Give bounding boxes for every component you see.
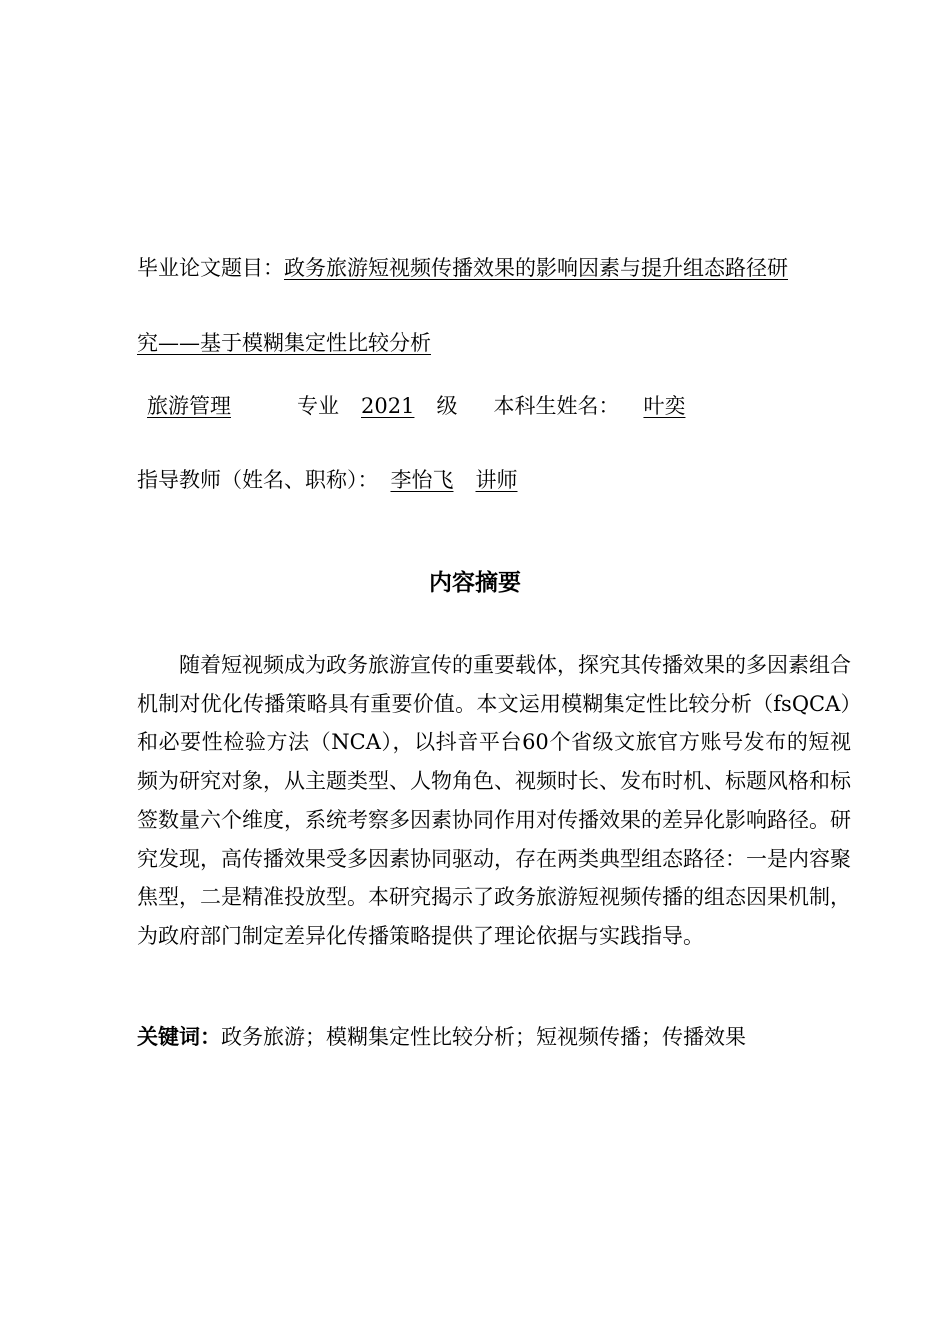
major-grade-student-line [137,391,685,421]
advisor-title-value: 讲师 [475,468,518,492]
abstract-heading: 内容摘要 [429,570,521,596]
grade-value: 2021 [361,394,415,418]
advisor-field [379,468,518,492]
advisor-name-value: 李怡飞 [390,468,454,492]
thesis-title-part-1: 政务旅游短视频传播效果的影响因素与提升组态路径研 [284,256,788,280]
keywords-label: 关键词： [137,1025,221,1049]
abstract-body: 随着短视频成为政务旅游宣传的重要载体，探究其传播效果的多因素组合机制对优化传播策略具有重要价值。本文运用模糊集定性比较分析（fsQCA）和必要性检验方法（NCA），以抖音平台60个省级文旅官方账号发布的短视频为研究对象，从主题类型、人物角色、视频时长、发布时机、标题风格和标签数量六个维度，系统考察多因素协同作用对传播效果的差异化影响路径。研究发现，高传播效果受多因素协同驱动，存在两类典型组态路径：一是内容聚焦型，二是精准投放型。本研究揭示了政务旅游短视频传播的组态因果机制，为政府部门制定差异化传播策略提供了理论依据与实践指导。 [137,653,851,948]
major-field [137,394,297,418]
thesis-title-line-2 [137,328,543,358]
thesis-title-label: 毕业论文题目： [137,256,284,280]
thesis-title-part-2 [137,331,543,355]
major-value: 旅游管理 [147,394,231,418]
grade-label: 级 [436,394,458,418]
keywords-value: 政务旅游；模糊集定性比较分析；短视频传播；传播效果 [221,1025,746,1049]
major-label: 专业 [297,394,339,418]
keywords-line [137,1022,746,1052]
advisor-line [137,465,518,495]
student-name-field [619,394,685,418]
grade-field [339,394,436,418]
thesis-title-part-2-text: 究——基于模糊集定性比较分析 [137,331,431,355]
thesis-title-line-1 [137,253,788,283]
student-name-label: 本科生姓名： [493,394,620,418]
advisor-label: 指导教师（姓名、职称）： [137,468,379,492]
student-name-value: 叶奕 [643,394,686,418]
